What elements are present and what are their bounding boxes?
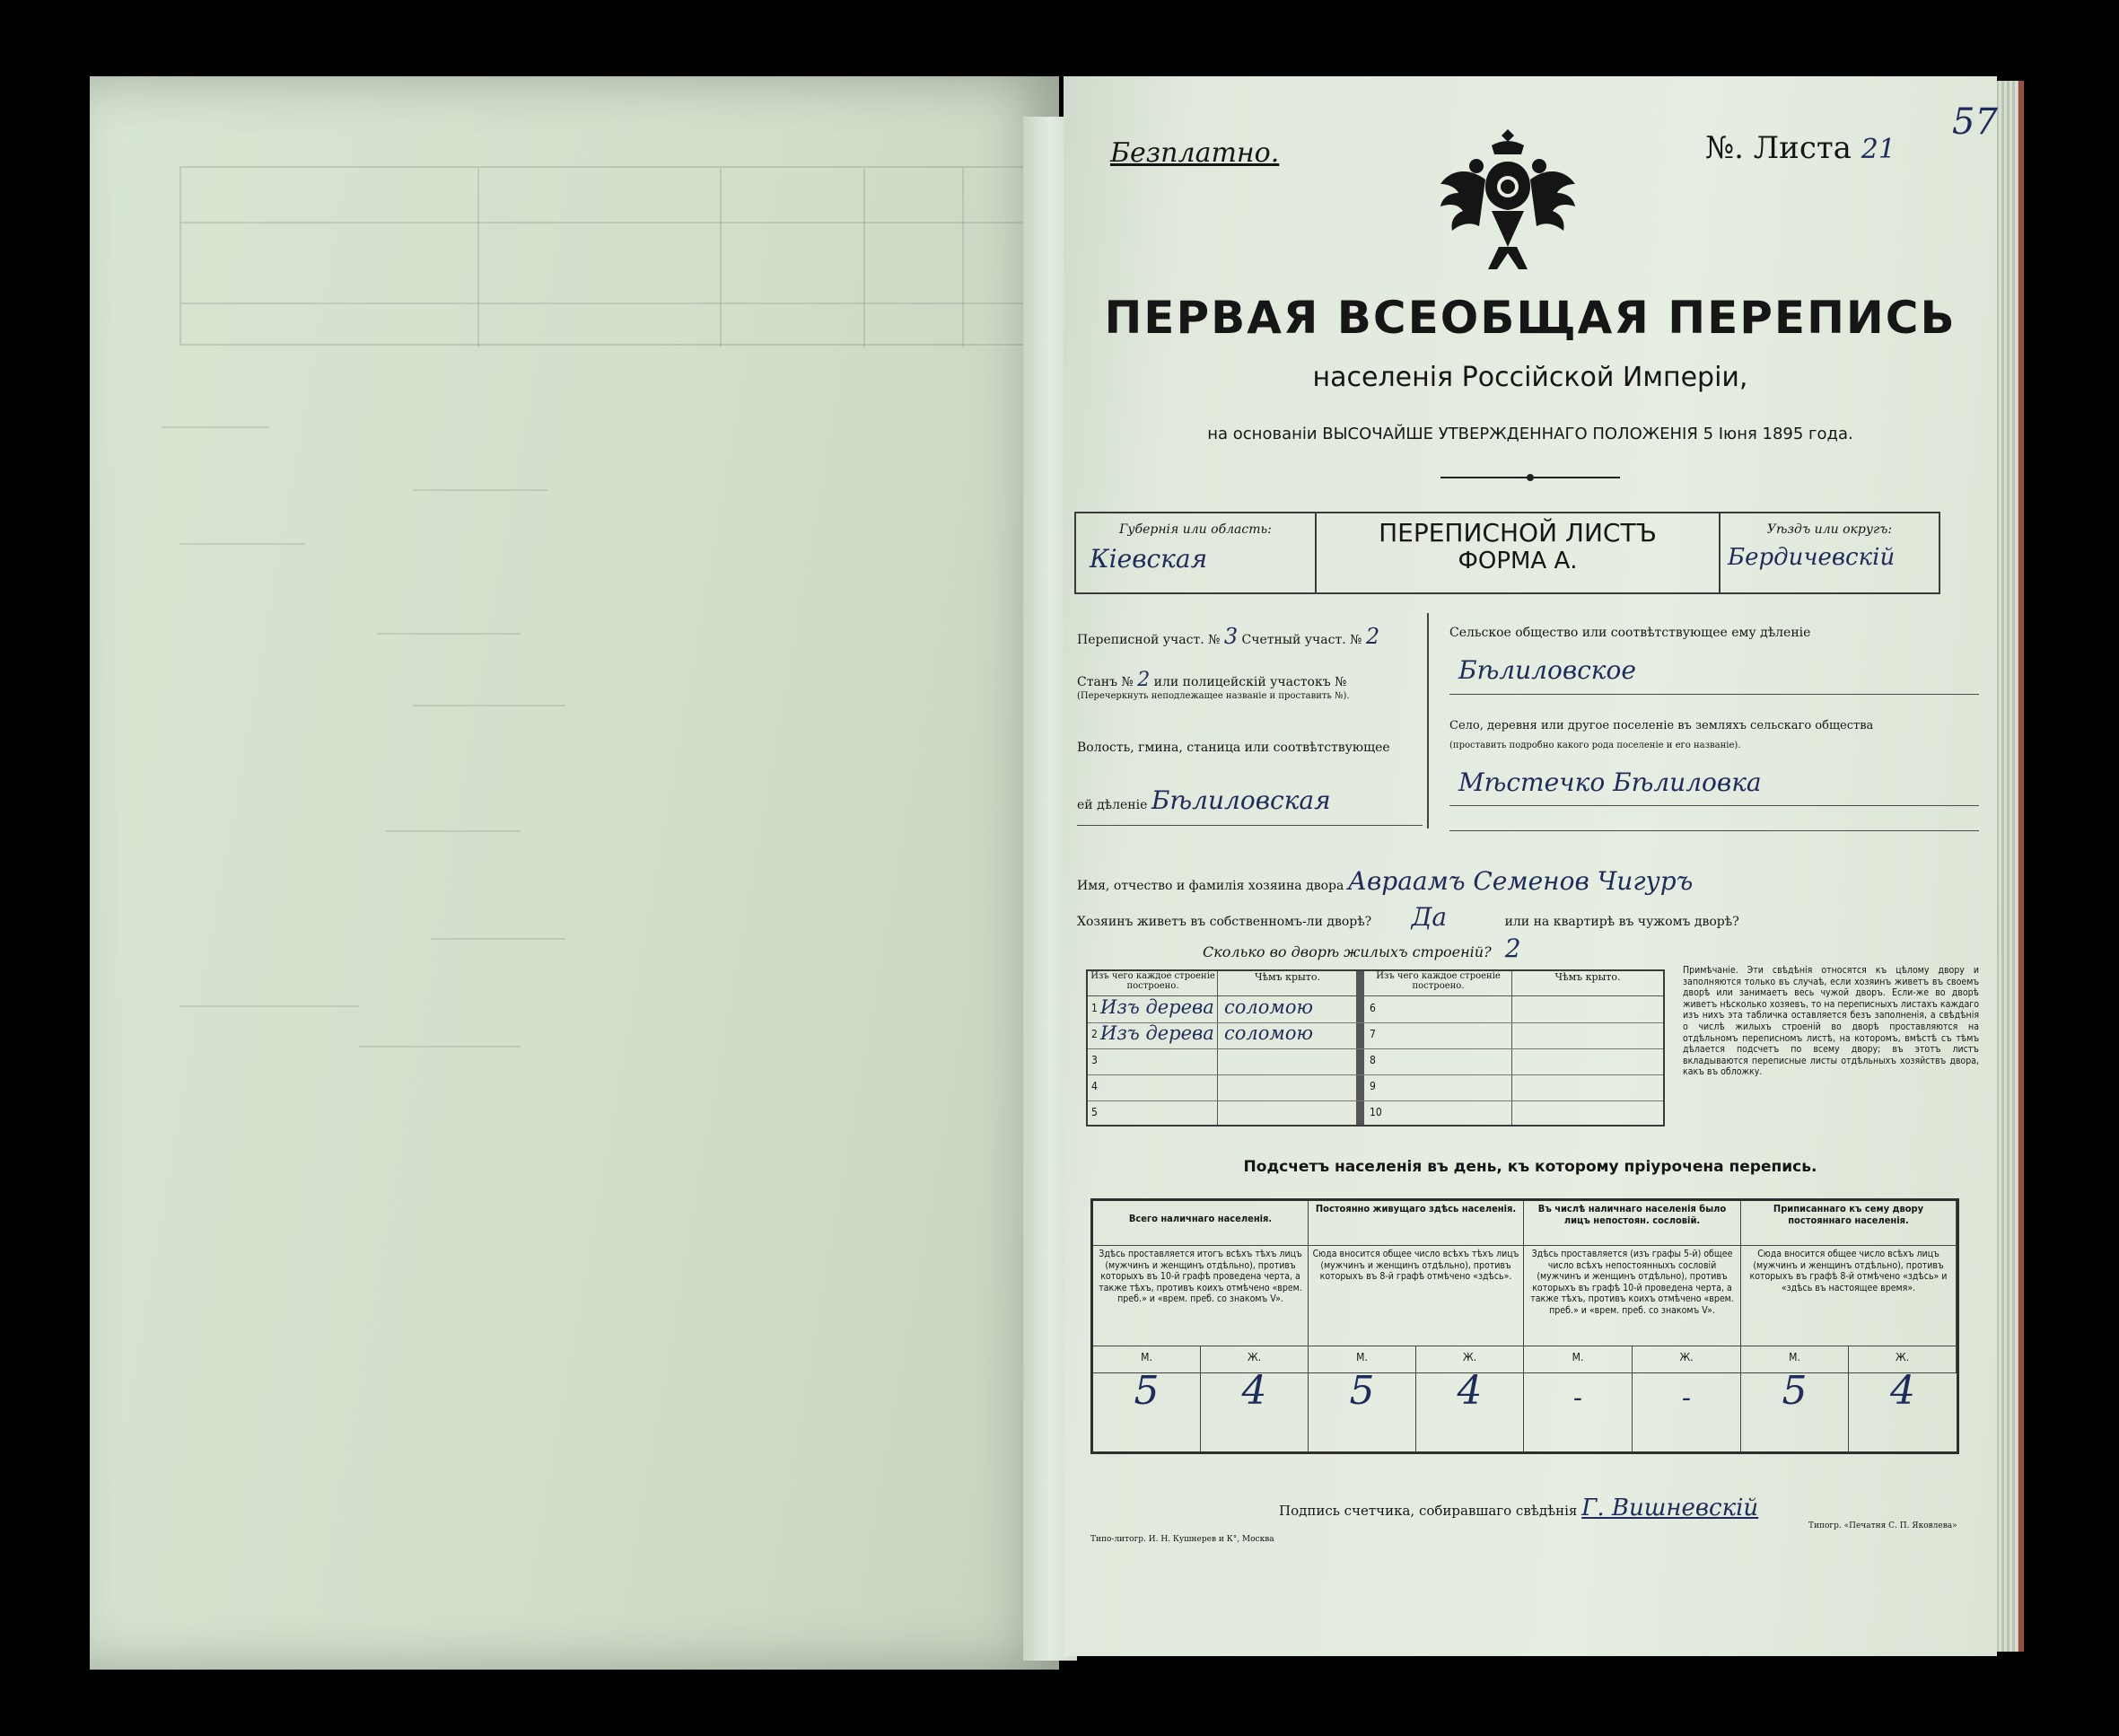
count-head-permanent: Постоянно живущаго здѣсь населенія. (1309, 1201, 1524, 1246)
selo-value: Мѣстечко Бѣлиловка (1458, 767, 1762, 797)
count-value: - (1633, 1373, 1741, 1451)
population-count-table (1090, 1198, 1959, 1454)
buildings-line (1203, 934, 1521, 963)
column-separator (1427, 613, 1429, 829)
owner-name-value: Авраамъ Семенов Чигуръ (1347, 866, 1694, 896)
census-form-page (1064, 76, 1997, 1656)
form-sheet-label: ПЕРЕПИСНОЙ ЛИСТЪ (1379, 518, 1657, 548)
count-sex-female: Ж. (1849, 1346, 1957, 1373)
buildings-count-value: 2 (1504, 934, 1521, 963)
gubernia-box (1074, 512, 1317, 594)
printer-imprint-left: Типо-литогр. И. Н. Кушнерев и К°, Москва (1090, 1535, 1274, 1544)
page-number: 57 (1952, 101, 1998, 143)
count-value: 4 (1416, 1373, 1524, 1451)
bld-row-num: 3 (1091, 1054, 1098, 1066)
gubernia-value: Кіевская (1090, 544, 1208, 574)
owner-line (1077, 866, 1693, 896)
bld-row-num: 4 (1091, 1080, 1098, 1092)
stan-tail: или полицейскій участокъ № (1153, 675, 1347, 689)
count-sex-female: Ж. (1633, 1346, 1741, 1373)
imperial-eagle-emblem (1436, 126, 1580, 278)
count-sex-male: М. (1524, 1346, 1633, 1373)
uchastok-label: Переписной участ. № (1077, 633, 1221, 647)
bleed-through-mark (413, 489, 547, 491)
selo-rule (1449, 805, 1979, 806)
sheet-number-value: 21 (1861, 134, 1896, 165)
bld-row-num: 9 (1370, 1080, 1376, 1092)
bld-row-roof: соломою (1224, 996, 1313, 1018)
selo-note: (проставить подробно какого рода поселеніе и его названіе). (1449, 741, 1741, 750)
signature-label: Подпись счетчика, собиравшаго свѣдѣнія (1279, 1503, 1578, 1519)
bleed-through-mark (377, 633, 521, 635)
volost-value: Бѣлиловская (1151, 785, 1331, 815)
free-of-charge-label: Безплатно. (1110, 137, 1280, 169)
bleed-through-mark (359, 1046, 521, 1048)
count-sex-male: М. (1741, 1346, 1849, 1373)
bleed-through-table (180, 166, 1032, 346)
left-page-verso (90, 76, 1059, 1670)
bld-row-num: 10 (1370, 1106, 1382, 1118)
bld-row-roof: соломою (1224, 1022, 1313, 1044)
divider-ornament (1440, 473, 1620, 482)
count-value: 5 (1309, 1373, 1416, 1451)
volost-label-2: ей дѣленіе (1077, 798, 1148, 812)
bleed-through-mark (386, 830, 521, 832)
bleed-through-mark (431, 938, 565, 940)
uezd-box (1721, 512, 1940, 594)
sheet-number (1705, 130, 1896, 166)
selo-label: Село, деревня или другое поселеніе въ земляхъ сельскаго общества (1449, 719, 1874, 732)
signature-value: Г. Вишневскій (1581, 1495, 1759, 1521)
bld-row-num: 2 (1091, 1028, 1098, 1040)
count-desc-permanent: Сюда вносится общее число всѣхъ тѣхъ лицъ (мужчинъ и женщинъ отдѣльно), противъ которыхъ въ 8-й графѣ отмѣчено «здѣсь». (1309, 1246, 1524, 1346)
form-subtitle: населенія Россійской Имперіи, (1312, 362, 1748, 393)
bld-row-num: 8 (1370, 1054, 1376, 1066)
bld-row-material: Изъ дерева (1100, 996, 1214, 1018)
count-head-nonpermanent: Въ числѣ наличнаго населенія было лицъ непостоян. сословій. (1524, 1201, 1741, 1246)
form-type-label: ФОРМА А. (1458, 548, 1578, 574)
obshchestvo-rule (1449, 694, 1979, 695)
gubernia-label: Губернія или область: (1119, 522, 1272, 537)
uezd-value: Бердичевскій (1728, 544, 1896, 571)
count-sex-female: Ж. (1201, 1346, 1309, 1373)
stan-line (1077, 669, 1346, 691)
stan-label: Станъ № (1077, 675, 1134, 689)
printer-imprint-right: Типогр. «Печатня С. П. Яковлева» (1808, 1521, 1957, 1530)
count-desc-total: Здѣсь проставляется итогъ всѣхъ тѣхъ лицъ (мужчинъ и женщинъ отдѣльно), противъ которыхъ въ 10-й графѣ проведена черта, а также тѣхъ, противъ коихъ отмѣчено «врем. преб.» и «врем. преб. со знакомъ V». (1093, 1246, 1309, 1346)
bleed-through-mark (162, 426, 269, 428)
stan-note: (Перечеркнуть неподлежащее названіе и проставить №). (1077, 691, 1350, 701)
count-sex-male: М. (1093, 1346, 1201, 1373)
bld-header-material-2: Изъ чего каждое строеніе построено. (1364, 971, 1512, 996)
count-sex-female: Ж. (1416, 1346, 1524, 1373)
buildings-count-label: Сколько во дворѣ жилыхъ строеній? (1203, 943, 1492, 960)
signature-line (1279, 1495, 1758, 1521)
form-title: ПЕРВАЯ ВСЕОБЩАЯ ПЕРЕПИСЬ (1104, 292, 1957, 344)
bleed-through-mark (413, 705, 565, 706)
count-value: 4 (1201, 1373, 1309, 1451)
bld-header-roof: Чѣмъ крыто. (1218, 971, 1357, 996)
count-value: 5 (1741, 1373, 1849, 1451)
ownership-line (1077, 902, 1739, 932)
bleed-through-mark (180, 543, 305, 545)
uchastok-line (1077, 624, 1379, 649)
own-yard-value: Да (1411, 902, 1448, 932)
count-value: - (1524, 1373, 1633, 1451)
selo-rule-2 (1449, 830, 1979, 831)
schetny-value: 2 (1365, 624, 1380, 649)
uezd-label: Уѣздъ или округъ: (1766, 522, 1893, 537)
schetny-label: Счетный участ. № (1241, 633, 1362, 647)
bld-row-material: Изъ дерева (1100, 1022, 1214, 1044)
bld-header-material: Изъ чего каждое строеніе построено. (1088, 971, 1218, 996)
count-value: 5 (1093, 1373, 1201, 1451)
count-head-registered: Приписаннаго къ сему двору постояннаго населенія. (1741, 1201, 1957, 1246)
form-type-box (1317, 512, 1721, 594)
bleed-through-mark (180, 1005, 359, 1007)
count-desc-registered: Сюда вносится общее число всѣхъ лицъ (мужчинъ и женщинъ отдѣльно), противъ которыхъ въ графѣ 8-й отмѣчено «здѣсь» и «здѣсь въ настоящее время». (1741, 1246, 1957, 1346)
stan-value: 2 (1137, 669, 1151, 691)
count-value: 4 (1890, 1368, 1915, 1414)
volost-rule (1077, 825, 1423, 826)
own-yard-label: Хозяинъ живетъ въ собственномъ-ли дворѣ? (1077, 915, 1372, 929)
count-sex-male: М. (1309, 1346, 1416, 1373)
count-title: Подсчетъ населенія въ день, къ которому пріурочена перепись. (1243, 1158, 1817, 1176)
legal-basis-line: на основаніи ВЫСОЧАЙШЕ УТВЕРЖДЕННАГО ПОЛОЖЕНІЯ 5 Іюня 1895 года. (1207, 425, 1853, 443)
count-desc-nonpermanent: Здѣсь проставляется (изъ графы 5-й) общее число всѣхъ непостоянныхъ сословій (мужчинъ и женщинъ отдѣльно), противъ которыхъ въ графѣ 10-й проведена черта, а также тѣхъ, противъ коихъ отмѣчено «врем. преб.» и «врем. преб. со знакомъ V». (1524, 1246, 1741, 1346)
volost-label: Волость, гмина, станица или соотвѣтствующее (1077, 741, 1390, 755)
bld-row-num: 7 (1370, 1028, 1376, 1040)
uchastok-value: 3 (1223, 624, 1239, 649)
bld-row-num: 6 (1370, 1002, 1376, 1014)
bld-header-roof-2: Чѣмъ крыто. (1512, 971, 1663, 996)
bld-row-num: 1 (1091, 1002, 1098, 1014)
count-head-total: Всего наличнаго населенія. (1093, 1201, 1309, 1246)
own-yard-tail: или на квартирѣ въ чужомъ дворѣ? (1504, 915, 1739, 929)
volost-line (1077, 785, 1331, 815)
buildings-note: Примѣчаніе. Эти свѣдѣнія относятся къ цѣлому двору и заполняются только въ случаѣ, если хозяинъ живетъ въ своемъ дворѣ или занимаетъ весь чужой дворъ. Если-же во дворѣ живетъ нѣсколько хозяевъ, то на переписныхъ листахъ каждаго изъ нихъ эта табличка оставляется безъ заполненія, а свѣдѣнія о числѣ жилыхъ строеній во дворѣ проставляются на отдѣльномъ переписномъ листѣ, на которомъ, вмѣстѣ съ тѣмъ дѣлается подсчетъ по всему двору; въ этотъ листъ вкладываются переписные листы отдѣльныхъ хозяйствъ двора, какъ въ обложку. (1683, 965, 1979, 1078)
sheet-number-label: №. Листа (1705, 130, 1852, 166)
owner-name-label: Имя, отчество и фамилія хозяина двора (1077, 879, 1344, 893)
obshchestvo-label: Сельское общество или соотвѣтствующее ему дѣленіе (1449, 626, 1811, 640)
buildings-table (1086, 969, 1665, 1127)
bld-row-num: 5 (1091, 1106, 1098, 1118)
obshchestvo-value: Бѣлиловское (1458, 655, 1636, 685)
